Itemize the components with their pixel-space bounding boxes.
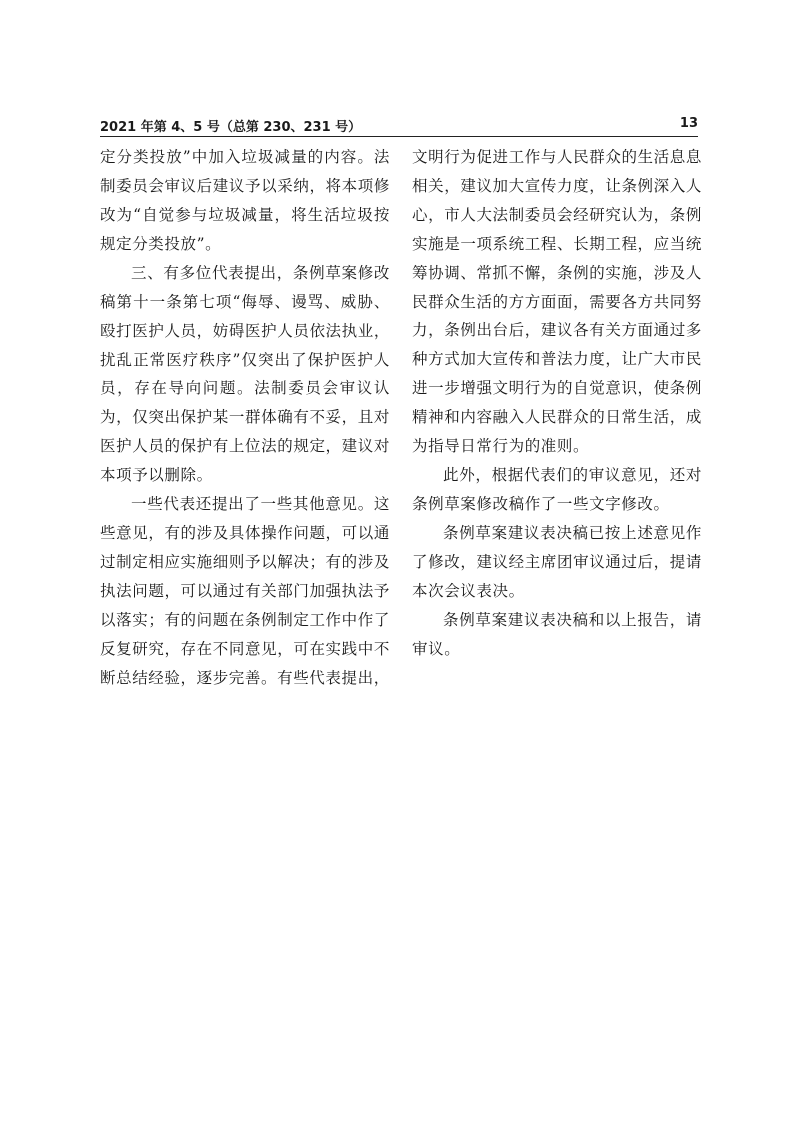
paragraph: 文明行为促进工作与人民群众的生活息息相关，建议加大宣传力度，让条例深入人心，市人大法制委员会经研究认为，条例实施是一项系统工程、长期工程，应当统筹协调、常抓不懈，条例的实施，涉及人民群众生活的方方面面，需要各方共同努力，条例出台后，建议各有关方面通过多种方式加大宣传和普法力度，让广大市民进一步增强文明行为的自觉意识，使条例精神和内容融入人民群众的日常生活，成为指导日常行为的准则。 bbox=[412, 148, 702, 456]
journal-issue: 2021 年第 4、5 号（总第 230、231 号） bbox=[100, 120, 362, 135]
left-column bbox=[100, 143, 390, 693]
page-number: 13 bbox=[679, 116, 698, 131]
paragraph: 条例草案建议表决稿已按上述意见作了修改，建议经主席团审议通过后，提请本次会议表决。 bbox=[412, 524, 702, 600]
paragraph: 三、有多位代表提出，条例草案修改稿第十一条第七项“侮辱、谩骂、威胁、殴打医护人员，妨碍医护人员依法执业，扰乱正常医疗秩序”仅突出了保护医护人员，存在导向问题。法制委员会审议认为，仅突出保护某一群体确有不妥，且对医护人员的保护有上位法的规定，建议对本项予以删除。 bbox=[100, 263, 390, 485]
paragraph: 条例草案建议表决稿和以上报告，请审议。 bbox=[412, 611, 702, 658]
paragraph: 定分类投放”中加入垃圾减量的内容。法制委员会审议后建议予以采纳，将本项修改为“自觉参与垃圾减量，将生活垃圾按规定分类投放”。 bbox=[100, 148, 390, 253]
right-column bbox=[412, 143, 702, 664]
paragraph: 此外，根据代表们的审议意见，还对条例草案修改稿作了一些文字修改。 bbox=[412, 466, 702, 514]
paragraph: 一些代表还提出了一些其他意见。这些意见，有的涉及具体操作问题，可以通过制定相应实施细则予以解决；有的涉及执法问题，可以通过有关部门加强执法予以落实；有的问题在条例制定工作中作了反复研究，存在不同意见，可在实践中不断总结经验，逐步完善。有些代表提出， bbox=[100, 495, 390, 687]
page-header bbox=[100, 114, 698, 137]
